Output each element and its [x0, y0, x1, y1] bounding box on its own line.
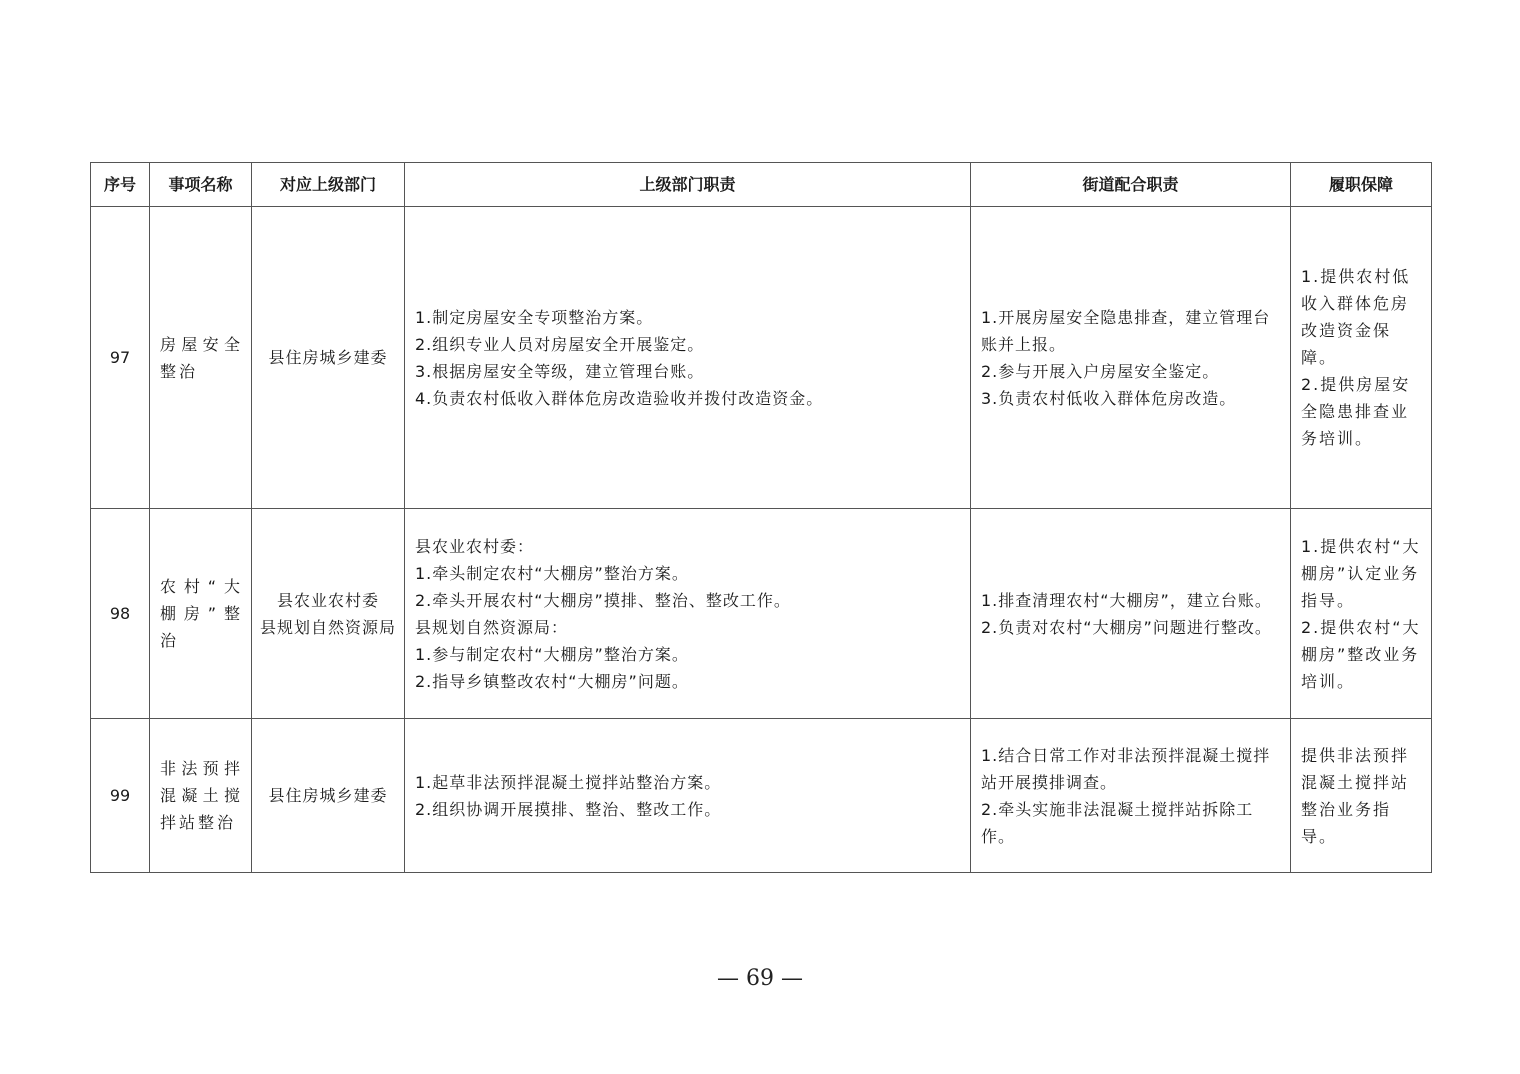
duty-line: 3.根据房屋安全等级，建立管理台账。: [415, 361, 705, 381]
duty-line: 2.指导乡镇整改农村“大棚房”问题。: [415, 671, 689, 691]
street-duty-line: 1.排查清理农村“大棚房”，建立台账。: [981, 590, 1272, 610]
street-duty-line: 2.负责对农村“大棚房”问题进行整改。: [981, 617, 1272, 637]
guarantee: [1291, 207, 1432, 509]
superior-duties: [405, 719, 971, 873]
header-superior-dept: 对应上级部门: [252, 163, 405, 207]
guarantee-line: 2.提供房屋安全隐患排查业务培训。: [1301, 375, 1411, 448]
document-page: [90, 162, 1431, 873]
table-row: [91, 509, 1432, 719]
duty-line: 2.组织协调开展摸排、整治、整改工作。: [415, 799, 722, 819]
superior-dept: [252, 509, 405, 719]
item-name: 农村“大棚房”整治: [150, 509, 252, 719]
duty-line: 2.牵头开展农村“大棚房”摸排、整治、整改工作。: [415, 590, 791, 610]
dept-line: 县农业农村委: [276, 590, 379, 610]
row-number: 98: [91, 509, 150, 719]
street-duties: [971, 509, 1291, 719]
street-duty-line: 1.结合日常工作对非法预拌混凝土搅拌站开展摸排调查。: [981, 745, 1271, 792]
street-duties: [971, 207, 1291, 509]
guarantee: [1291, 719, 1432, 873]
dept-line: 县住房城乡建委: [268, 786, 388, 805]
dept-line: 县住房城乡建委: [268, 348, 388, 367]
duty-line: 1.制定房屋安全专项整治方案。: [415, 307, 654, 327]
duty-line: 1.牵头制定农村“大棚房”整治方案。: [415, 563, 689, 583]
duty-line: 县农业农村委：: [415, 536, 535, 556]
header-street-duties: 街道配合职责: [971, 163, 1291, 207]
guarantee: [1291, 509, 1432, 719]
superior-dept: [252, 207, 405, 509]
street-duty-line: 2.参与开展入户房屋安全鉴定。: [981, 361, 1220, 381]
duty-line: 1.起草非法预拌混凝土搅拌站整治方案。: [415, 772, 722, 792]
header-guarantee: 履职保障: [1291, 163, 1432, 207]
header-item-name: 事项名称: [150, 163, 252, 207]
superior-duties: [405, 207, 971, 509]
table-header-row: [91, 163, 1432, 207]
item-name: 房屋安全整治: [150, 207, 252, 509]
superior-duties: [405, 509, 971, 719]
dept-line: 县规划自然资源局: [259, 617, 396, 637]
table-row: [91, 719, 1432, 873]
row-number: 99: [91, 719, 150, 873]
duty-line: 4.负责农村低收入群体危房改造验收并拨付改造资金。: [415, 388, 824, 408]
duty-table: [90, 162, 1432, 873]
guarantee-line: 2.提供农村“大棚房”整改业务培训。: [1301, 617, 1421, 691]
page-number: — 69 —: [717, 966, 803, 991]
row-number: 97: [91, 207, 150, 509]
table-row: [91, 207, 1432, 509]
item-name: 非法预拌混凝土搅拌站整治: [150, 719, 252, 873]
guarantee-line: 提供非法预拌混凝土搅拌站整治业务指导。: [1301, 745, 1410, 846]
header-superior-duties: 上级部门职责: [405, 163, 971, 207]
duty-line: 1.参与制定农村“大棚房”整治方案。: [415, 644, 689, 664]
street-duty-line: 2.牵头实施非法混凝土搅拌站拆除工作。: [981, 799, 1254, 846]
street-duty-line: 3.负责农村低收入群体危房改造。: [981, 388, 1237, 408]
duty-line: 县规划自然资源局：: [415, 617, 569, 637]
superior-dept: [252, 719, 405, 873]
guarantee-line: 1.提供农村低收入群体危房改造资金保障。: [1301, 267, 1411, 367]
guarantee-line: 1.提供农村“大棚房”认定业务指导。: [1301, 536, 1421, 610]
street-duty-line: 1.开展房屋安全隐患排查，建立管理台账并上报。: [981, 307, 1271, 354]
duty-line: 2.组织专业人员对房屋安全开展鉴定。: [415, 334, 705, 354]
header-no: 序号: [91, 163, 150, 207]
street-duties: [971, 719, 1291, 873]
